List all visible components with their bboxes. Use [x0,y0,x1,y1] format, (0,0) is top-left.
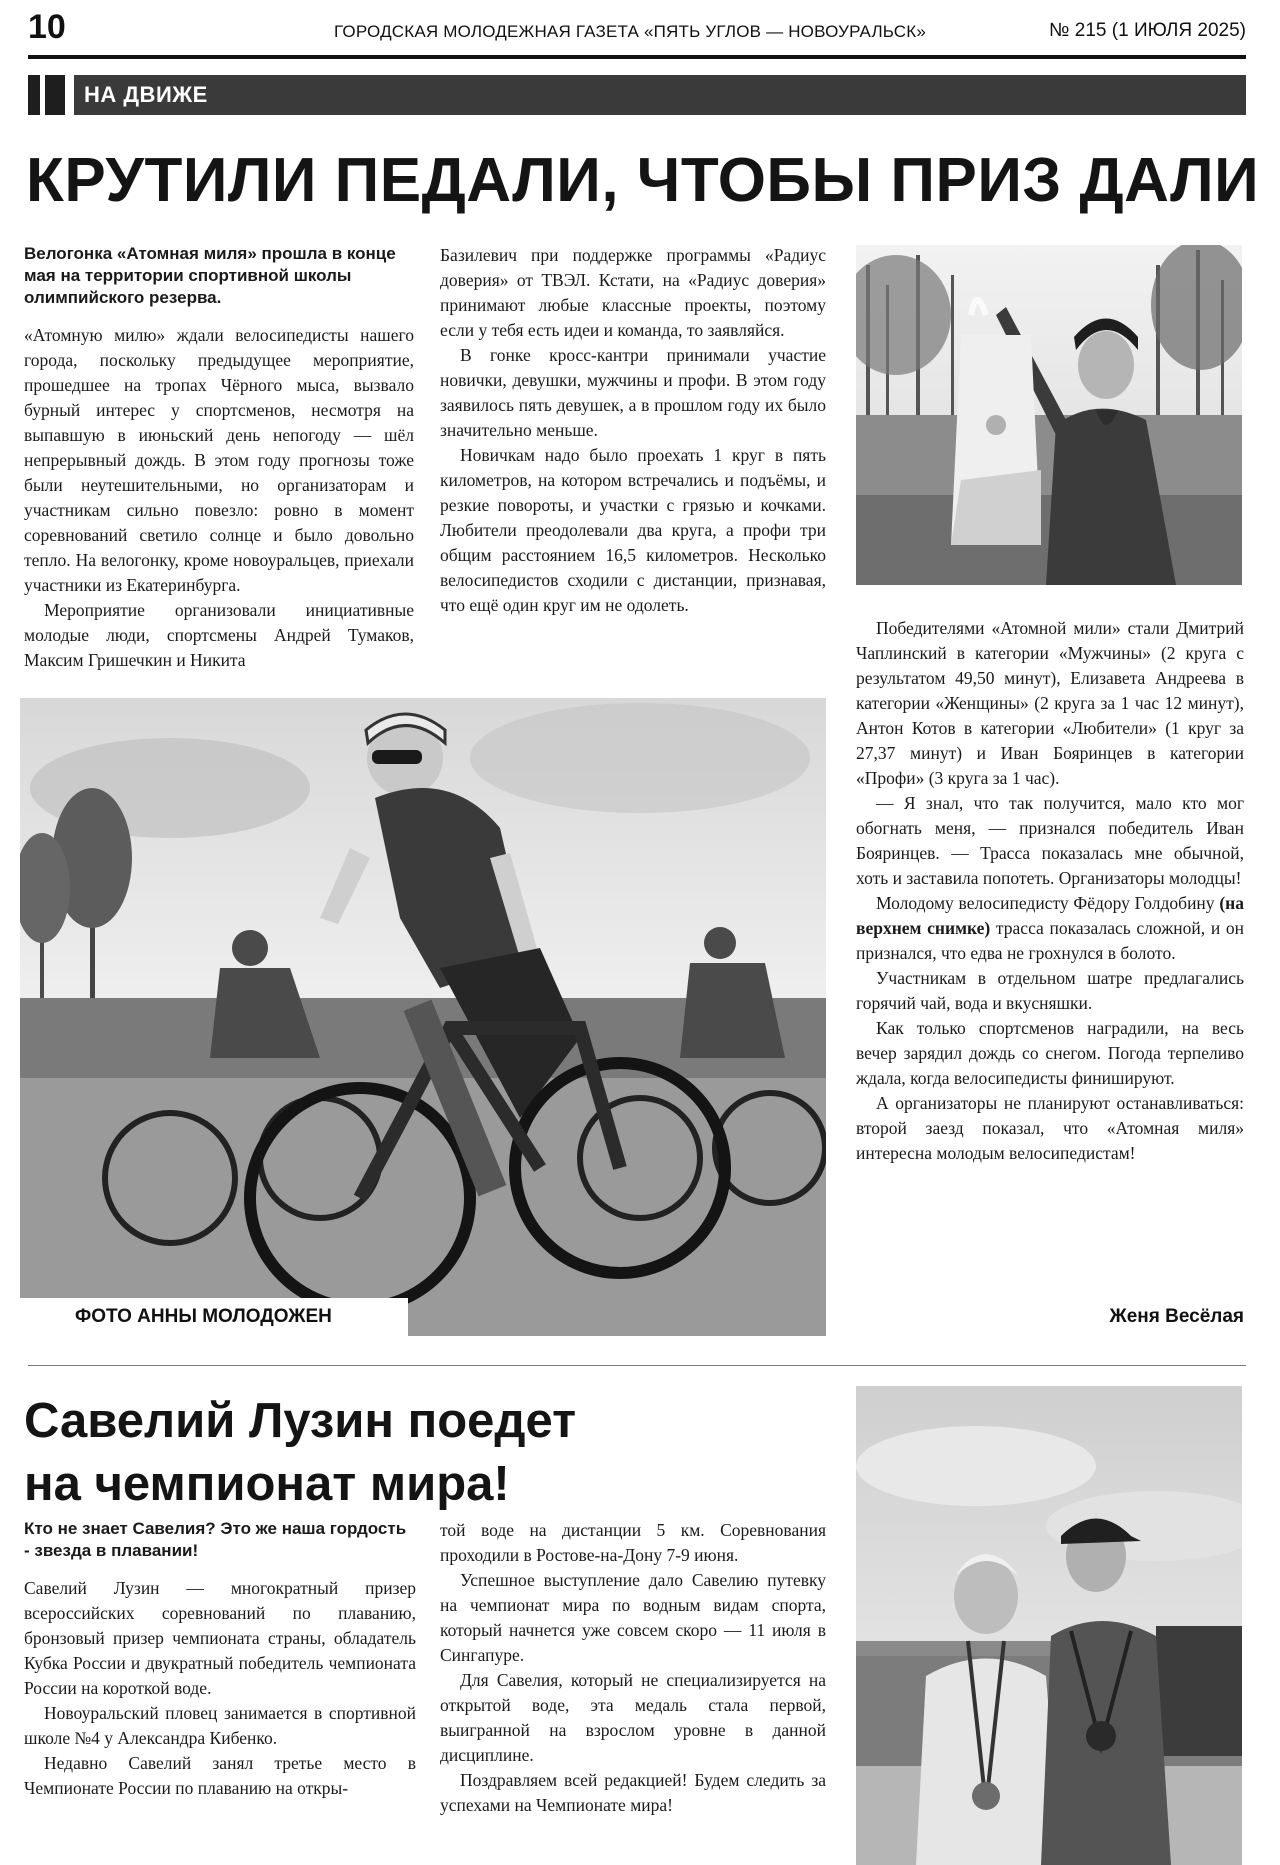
paragraph: Участникам в отдельном шатре предлагались горячий чай, вода и вкусняшки. [856,968,1244,1013]
paragraph-text: трасса показалась сложной, и он признался, что едва не грохнулся в болото. [856,918,1244,963]
section-bar-block [45,75,65,115]
photo-reference: (на верхнем снимке) [856,893,1244,938]
paragraph: — Я знал, что так получится, мало кто мог обогнать меня, — признался победитель Иван Бояринцев. — Трасса показалась мне обычной, хоть и заставила попотеть. Организаторы молодцы! [856,793,1244,888]
article-author: Женя Весёлая [1109,1306,1244,1327]
paragraph [856,891,1244,966]
paragraph: А организаторы не планируют останавливаться: второй заезд показал, что «Атомная миля» интересна молодым велосипедистам! [856,1093,1244,1163]
paragraph-text: Молодому велосипедисту Фёдору Голдобину [876,893,1220,913]
photo-cyclist-with-bag-image [856,245,1242,585]
article-headline: КРУТИЛИ ПЕДАЛИ, ЧТОБЫ ПРИЗ ДАЛИ [26,146,1260,215]
paragraph: Успешное выступление дало Савелию путевку на чемпионат мира по водным видам спорта, который начнется уже совсем скоро — 11 июля в Сингапуре. [440,1570,826,1665]
article-column-2 [440,243,826,618]
photo-cyclists-race [20,698,826,1336]
paragraph: Базилевич при поддержке программы «Радиус доверия» от ТВЭЛ. Кстати, на «Радиус доверия» принимают любые классные проекты, поэтому если у тебя есть идеи и команда, то заявляйся. [440,245,826,340]
paragraph: «Атомную милю» ждали велосипедисты нашего города, поскольку предыдущее мероприятие, прошедшее на тропах Чёрного мыса, вызвало бурный интерес у спортсменов, несмотря на выпавшую в июньский день непогоду — шёл непрерывный дождь. В этом году прогнозы тоже были неутешительными, но организаторам и участникам сильно повезло: ровно в момент соревнований светило солнце и было довольно тепло. На велогонку, кроме новоуральцев, приехали участники из Екатеринбурга. [24,325,414,595]
newspaper-name: ГОРОДСКАЯ МОЛОДЕЖНАЯ ГАЗЕТА «ПЯТЬ УГЛОВ — НОВОУРАЛЬСК» [333,22,927,41]
photo-credit: ФОТО АННЫ МОЛОДОЖЕН [75,1306,332,1327]
paragraph: Победителями «Атомной мили» стали Дмитрий Чаплинский в категории «Мужчины» (2 круга с результатом 49,50 минут), Елизавета Андреева в категории «Женщины» (2 круга за 1 час 12 минут), Антон Котов в категории «Любители» (1 круг за 27,37 минут) и Иван Бояринцев в категории «Профи» (3 круга за 1 час). [856,618,1244,788]
section-bar-block-small [28,75,40,115]
paragraph: той воде на дистанции 5 км. Соревнования проходили в Ростове-на-Дону 7-9 июня. [440,1520,826,1565]
photo-swimmer-with-medal-image [856,1386,1242,1865]
page-number: 10 [28,8,66,46]
paragraph: Савелий Лузин — многократный призер всероссийских соревнований по плаванию, бронзовый призер чемпионата страны, обладатель Кубка России и двукратный победитель чемпионата России на короткой воде. [24,1578,416,1698]
headline-line: на чемпионат мира! [24,1457,510,1511]
headline-line: Савелий Лузин поедет [24,1394,577,1448]
article-2-lead: Кто не знает Савелия? Это же наша гордость - звезда в плавании! [24,1519,407,1560]
article-lead: Велогонка «Атомная миля» прошла в конце мая на территории спортивной школы олимпийского резерва. [24,244,396,307]
issue-number: № 215 (1 ИЮЛЯ 2025) [1049,20,1246,41]
section-bar [74,75,1246,115]
paragraph: Как только спортсменов наградили, на весь вечер зарядил дождь со снегом. Погода терпеливо ждала, когда велосипедисты финишируют. [856,1018,1244,1088]
article-2-column-2 [440,1518,826,1818]
paragraph: Недавно Савелий занял третье место в Чемпионате России по плаванию на откры- [24,1753,416,1798]
photo-cyclist-with-bag [856,245,1242,585]
article-column-1 [24,243,414,673]
paragraph: Мероприятие организовали инициативные молодые люди, спортсмены Андрей Тумаков, Максим Гришечкин и Никита [24,600,414,670]
paragraph: Новоуральский пловец занимается в спортивной школе №4 у Александра Кибенко. [24,1703,416,1748]
paragraph: Поздравляем всей редакцией! Будем следить за успехами на Чемпионате мира! [440,1770,826,1815]
article-2-headline [24,1390,704,1516]
photo-cyclists-race-image [20,698,826,1336]
paragraph: Новичкам надо было проехать 1 круг в пять километров, на котором встречались и подъёмы, и резкие повороты, и участки с грязью и кочками. Любители преодолевали два круга, а профи три общим расстоянием 16,5 километров. Несколько велосипедистов сходили с дистанции, признавая, что ещё один круг им не одолеть. [440,445,826,615]
photo-swimmer-with-medal [856,1386,1242,1865]
header-rule [28,55,1246,59]
article-divider [28,1365,1246,1366]
paragraph: Для Савелия, который не специализируется на открытой воде, эта медаль стала первой, выигранной на взрослом уровне в данной дисциплине. [440,1670,826,1765]
paragraph: В гонке кросс-кантри принимали участие новички, девушки, мужчины и профи. В этом году заявилось пять девушек, а в прошлом году их было значительно меньше. [440,345,826,440]
section-label: НА ДВИЖЕ [84,82,208,107]
article-column-3 [856,616,1244,1166]
article-2-column-1 [24,1518,416,1801]
